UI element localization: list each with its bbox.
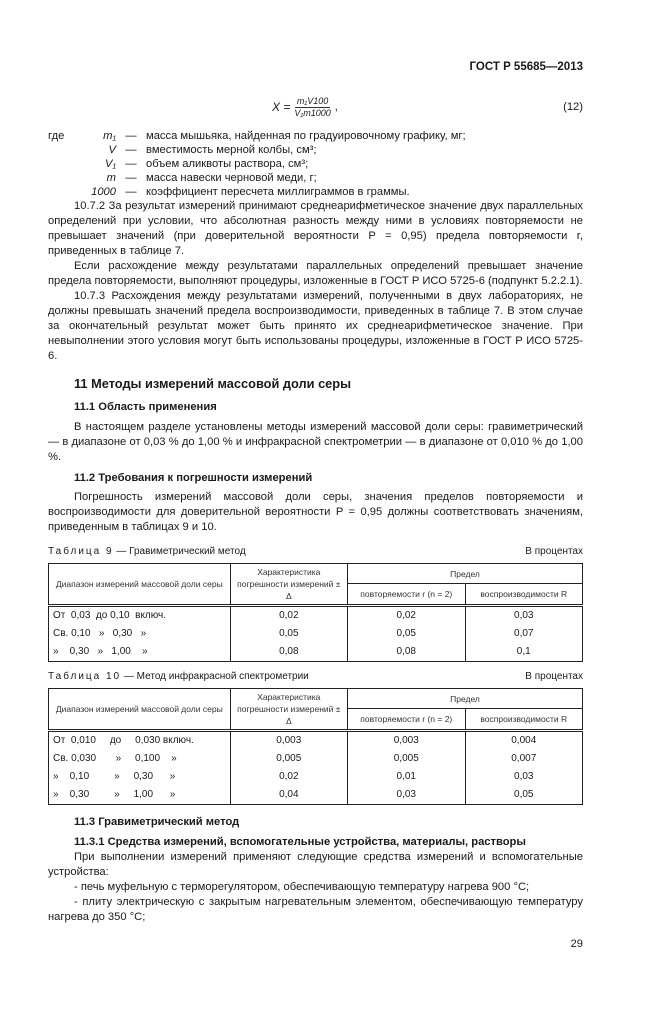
variable-description: коэффициент пересчета миллиграммов в граммы. xyxy=(146,186,410,198)
col-limit: Предел xyxy=(348,689,583,709)
table-cell: 0,02 xyxy=(348,606,465,626)
table-cell: 0,01 xyxy=(348,768,465,786)
where-label xyxy=(48,185,82,199)
variable-legend xyxy=(48,129,583,199)
variable-description: масса навески черновой меди, г; xyxy=(146,172,317,184)
where-label xyxy=(48,157,82,171)
section-heading: 11 Методы измерений массовой доли серы xyxy=(74,376,352,391)
table-row xyxy=(49,606,583,626)
variable-symbol: V xyxy=(108,144,116,156)
section-11 xyxy=(48,376,583,535)
variable-symbol: 1000 xyxy=(91,186,116,198)
table-title: — Гравиметрический метод xyxy=(113,546,246,557)
variable-row xyxy=(48,143,583,157)
paragraph: Если расхождение между результатами параллельных определений превышает значение предела повторяемости, выполняют процедуры, изложенные в ГОСТ Р ИСО 5725-6 (подпункт 5.2.2.1). xyxy=(48,260,583,287)
table-cell: 0,04 xyxy=(230,786,347,805)
paragraph: - печь муфельную с терморегулятором, обеспечивающую температуру нагрева 900 °С; xyxy=(74,881,530,893)
table-caption xyxy=(48,670,583,683)
where-label xyxy=(48,143,82,157)
table-cell: 0,08 xyxy=(348,643,465,662)
subsection-heading: 11.2 Требования к погрешности измерений xyxy=(74,472,313,484)
table-cell: 0,05 xyxy=(465,786,583,805)
table-cell: 0,05 xyxy=(230,625,347,643)
dash: — xyxy=(125,130,137,142)
col-delta: Характеристика погрешности измерений ± Δ xyxy=(230,564,347,606)
table-9 xyxy=(48,563,583,662)
variable-description: объем аликвоты раствора, см³; xyxy=(146,158,309,170)
table-cell: » 0,10 » 0,30 » xyxy=(49,768,231,786)
table-cell: 0,02 xyxy=(230,768,347,786)
table-title: — Метод инфракрасной спектрометрии xyxy=(121,671,309,682)
table-cell: 0,003 xyxy=(348,731,465,751)
variable-description: масса мышьяка, найденная по градуировочному графику, мг; xyxy=(146,130,466,142)
variable-symbol: m₁ xyxy=(103,130,116,142)
table-10-block xyxy=(48,670,583,805)
table-cell: Св. 0,030 » 0,100 » xyxy=(49,750,231,768)
table-label: Таблица 9 xyxy=(48,546,114,557)
table-row xyxy=(49,750,583,768)
variable-row xyxy=(48,157,583,171)
table-row xyxy=(49,731,583,751)
table-cell: 0,03 xyxy=(465,606,583,626)
table-cell: От 0,03 до 0,10 включ. xyxy=(49,606,231,626)
table-cell: 0,007 xyxy=(465,750,583,768)
paragraph: 10.7.2 За результат измерений принимают среднеарифметическое значение двух параллельных определений при условии, что абсолютная разность между ними в условиях повторяемости не превышает значений (при доверительной вероятности P = 0,95) предела повторяемости r, приведенных в таблице 7. xyxy=(48,200,583,257)
table-units: В процентах xyxy=(525,671,583,682)
table-row xyxy=(49,786,583,805)
col-R: воспроизводимости R xyxy=(465,709,583,731)
table-row xyxy=(49,643,583,662)
table-9-block xyxy=(48,545,583,662)
subsection-heading: 11.3 Гравиметрический метод xyxy=(74,816,240,828)
table-cell: 0,004 xyxy=(465,731,583,751)
table-cell: 0,07 xyxy=(465,625,583,643)
formula-fraction xyxy=(294,96,330,119)
variable-row xyxy=(48,185,583,199)
formula-lhs: X = xyxy=(272,99,291,114)
paragraph: Погрешность измерений массовой доли серы, значения пределов повторяемости и воспроизводимости для доверительной вероятности P = 0,95 должны соответствовать значениям, приведенным в таблицах 9 и 10. xyxy=(48,491,583,533)
paragraph: При выполнении измерений применяют следующие средства измерений и вспомогательные устройства: xyxy=(48,851,583,878)
body-section-1 xyxy=(48,199,583,364)
formula-denominator: V₁m1000 xyxy=(294,107,331,118)
table-row xyxy=(49,625,583,643)
paragraph: - плиту электрическую с закрытым нагревательным элементом, обеспечивающую температуру нагрева до 350 °С; xyxy=(48,896,583,923)
dash: — xyxy=(125,186,137,198)
paragraph: 10.7.3 Расхождения между результатами измерений, полученными в двух лабораториях, не должны превышать значений предела воспроизводимости, приведенных в таблице 7. В этом случае за окончательный результат может быть принято их среднеарифметическое значение. При невыполнении этого условия могут быть использованы процедуры, изложенные в ГОСТ Р ИСО 5725-6. xyxy=(48,290,583,362)
where-label xyxy=(48,171,82,185)
paragraph: В настоящем разделе установлены методы измерений массовой доли серы: гравиметрический — в диапазоне от 0,03 % до 1,00 % и инфракрасной спектрометрии — в диапазоне от 0,010 % до 1,00 %. xyxy=(48,421,583,463)
table-cell: 0,08 xyxy=(230,643,347,662)
table-cell: 0,005 xyxy=(230,750,347,768)
table-cell: 0,03 xyxy=(348,786,465,805)
col-r: повторяемости r (n = 2) xyxy=(348,709,465,731)
col-R: воспроизводимости R xyxy=(465,584,583,606)
table-cell: 0,03 xyxy=(465,768,583,786)
subsection-heading: 11.3.1 Средства измерений, вспомогательные устройства, материалы, растворы xyxy=(74,836,526,848)
table-cell: 0,05 xyxy=(348,625,465,643)
formula-body xyxy=(272,96,338,119)
table-units: В процентах xyxy=(525,546,583,557)
col-r: повторяемости r (n = 2) xyxy=(348,584,465,606)
formula-numerator: m₁V100 xyxy=(296,95,329,106)
variable-row xyxy=(48,171,583,185)
table-cell: Св. 0,10 » 0,30 » xyxy=(49,625,231,643)
col-range: Диапазон измерений массовой доли серы xyxy=(49,564,231,606)
table-cell: От 0,010 до 0,030 включ. xyxy=(49,731,231,751)
table-cell: 0,02 xyxy=(230,606,347,626)
page-number: 29 xyxy=(570,938,583,950)
formula-12 xyxy=(48,91,583,123)
dash: — xyxy=(125,172,137,184)
col-range: Диапазон измерений массовой доли серы xyxy=(49,689,231,731)
table-cell: 0,005 xyxy=(348,750,465,768)
where-label: где xyxy=(48,130,65,142)
variable-row xyxy=(48,129,583,143)
table-cell: » 0,30 » 1,00 » xyxy=(49,643,231,662)
col-delta: Характеристика погрешности измерений ± Δ xyxy=(230,689,347,731)
dash: — xyxy=(125,158,137,170)
dash: — xyxy=(125,144,137,156)
section-11-3 xyxy=(48,815,583,925)
formula-suffix: , xyxy=(334,100,338,113)
table-row xyxy=(49,768,583,786)
variable-description: вместимость мерной колбы, см³; xyxy=(146,144,317,156)
formula-number: (12) xyxy=(563,100,583,113)
table-10 xyxy=(48,688,583,805)
document-header: ГОСТ Р 55685—2013 xyxy=(469,61,583,73)
table-label: Таблица 10 xyxy=(48,671,122,682)
table-cell: 0,1 xyxy=(465,643,583,662)
subsection-heading: 11.1 Область применения xyxy=(74,401,217,413)
variable-symbol: V₁ xyxy=(105,158,116,170)
col-limit: Предел xyxy=(348,564,583,584)
table-caption xyxy=(48,545,583,558)
table-cell: 0,003 xyxy=(230,731,347,751)
table-cell: » 0,30 » 1,00 » xyxy=(49,786,231,805)
variable-symbol: m xyxy=(106,172,116,184)
